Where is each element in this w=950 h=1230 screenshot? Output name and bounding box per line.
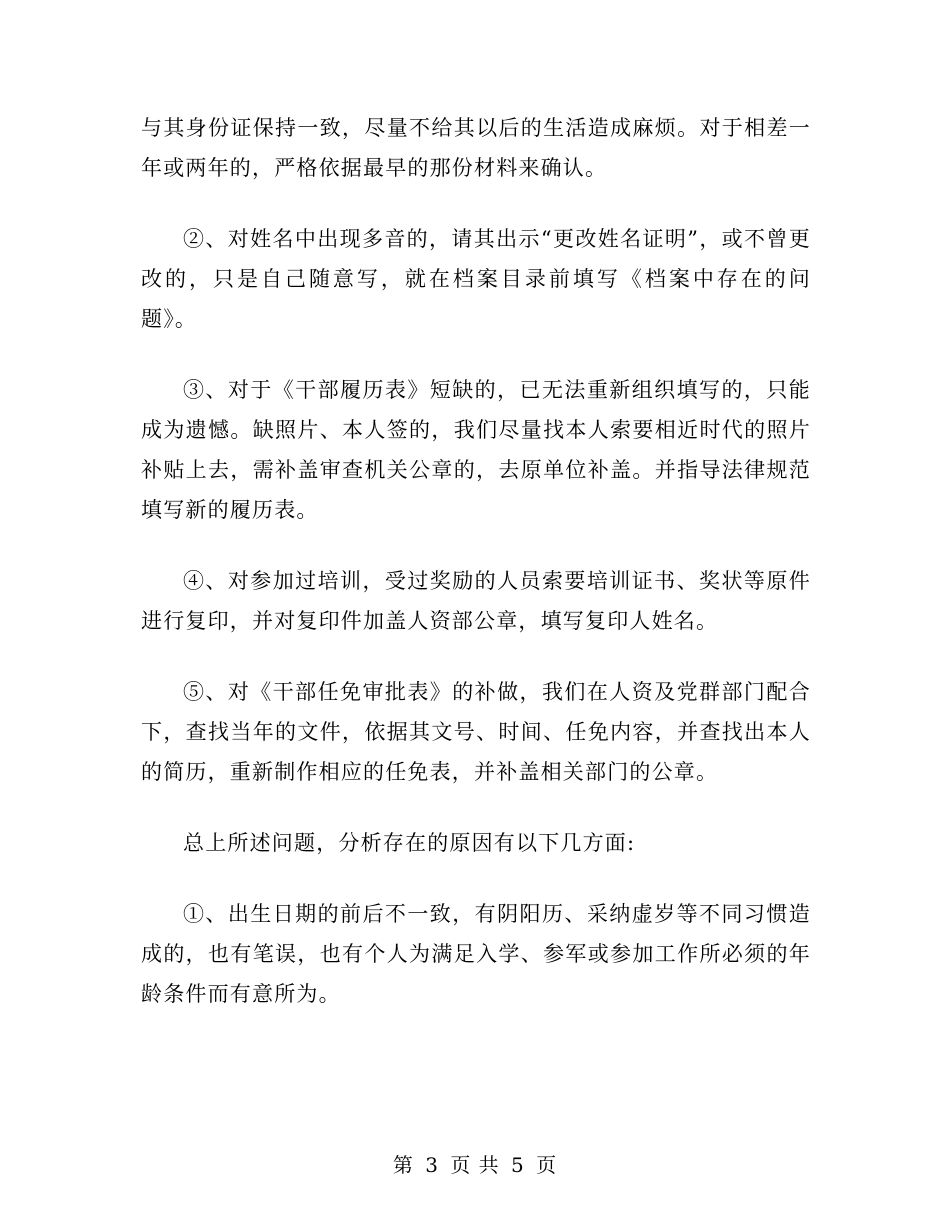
paragraph-item-3: ③、对于《干部履历表》短缺的，已无法重新组织填写的，只能成为遗憾。缺照片、本人签的，我们尽量找本人索要相近时代的照片补贴上去，需补盖审查机关公章的，去原单位补盖。并指导法律规范填写新的履历表。 <box>141 378 811 522</box>
paragraph-cause-1: ①、出生日期的前后不一致，有阴阳历、采纳虚岁等不同习惯造成的，也有笔误，也有个人为满足入学、参军或参加工作所必须的年龄条件而有意所为。 <box>141 902 811 1006</box>
paragraph-item-2: ②、对姓名中出现多音的，请其出示“更改姓名证明”，或不曾更改的，只是自己随意写，就在档案目录前填写《档案中存在的问题》。 <box>141 227 811 331</box>
page-footer <box>0 1151 950 1179</box>
paragraph-continuation: 与其身份证保持一致，尽量不给其以后的生活造成麻烦。对于相差一年或两年的，严格依据最早的那份材料来确认。 <box>141 116 811 180</box>
footer-page-number: 3 <box>425 1153 439 1177</box>
footer-total-pages: 5 <box>511 1153 525 1177</box>
footer-suffix: 页 <box>536 1153 558 1177</box>
paragraph-item-5: ⑤、对《干部任免审批表》的补做，我们在人资及党群部门配合下，查找当年的文件，依据其文号、时间、任免内容，并查找出本人的简历，重新制作相应的任免表，并补盖相关部门的公章。 <box>141 680 811 784</box>
paragraph-summary: 总上所述问题，分析存在的原因有以下几方面: <box>183 831 636 855</box>
paragraph-item-4: ④、对参加过培训，受过奖励的人员索要培训证书、奖状等原件进行复印，并对复印件加盖人资部公章，填写复印人姓名。 <box>141 569 811 633</box>
footer-middle: 页 共 <box>450 1153 500 1177</box>
footer-prefix: 第 <box>392 1153 414 1177</box>
document-body <box>141 108 811 1045</box>
